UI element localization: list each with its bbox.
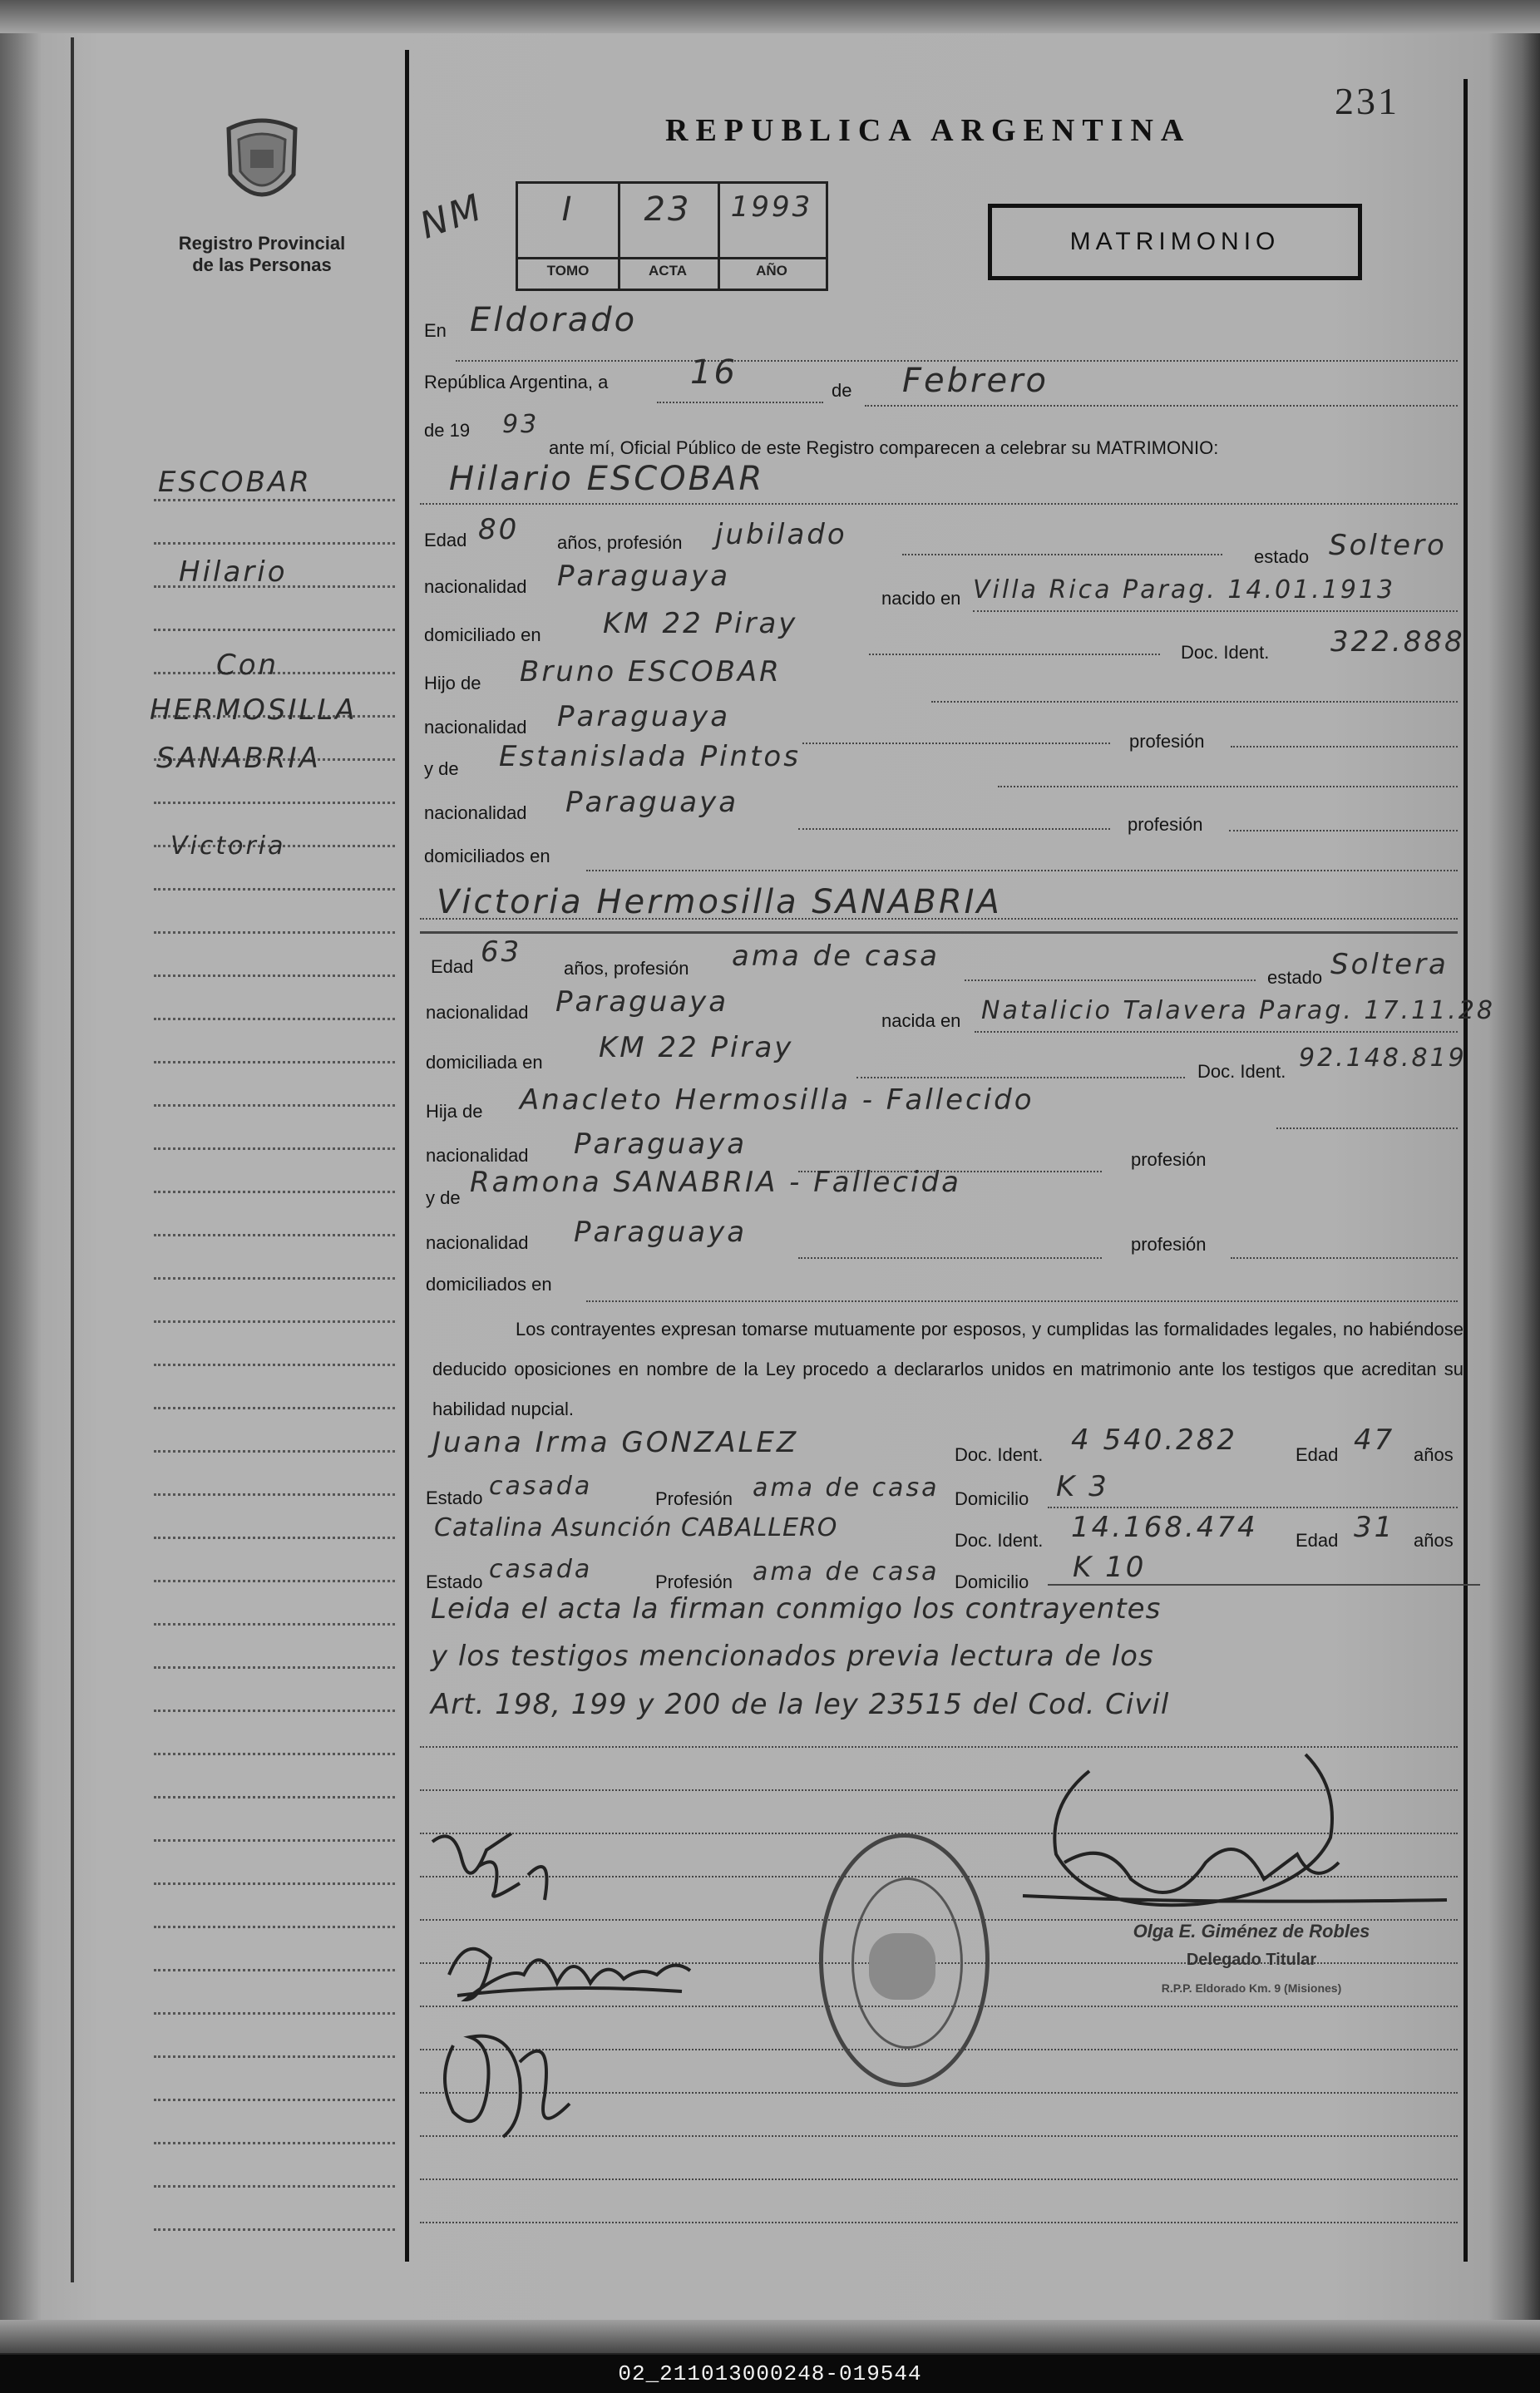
footer-id: 02_211013000248-019544	[0, 2355, 1540, 2393]
bride-birth: Natalicio Talavera Parag. 17.11.28	[981, 996, 1496, 1025]
witness-2-anos-label: años	[1414, 1530, 1454, 1551]
bride-parents-dom-label: domiciliados en	[426, 1274, 552, 1295]
signature-witness-2	[428, 2012, 595, 2149]
witness-1-edad-label: Edad	[1296, 1444, 1339, 1465]
margin-rule	[154, 2012, 395, 2015]
official-stamp	[1114, 1921, 1389, 1995]
groom-father: Bruno ESCOBAR	[520, 655, 782, 688]
bride-doc-label: Doc. Ident.	[1197, 1061, 1286, 1082]
margin-rule	[154, 888, 395, 891]
bride-yde-label: y de	[426, 1187, 461, 1208]
rule-groom-parents-dom	[586, 870, 1458, 871]
main-left-border	[405, 50, 409, 2262]
bride-estado-label: estado	[1267, 967, 1323, 988]
bride-nacionalidad-label: nacionalidad	[426, 1002, 529, 1023]
acta-label: ACTA	[618, 257, 718, 285]
bride-hija-label: Hija de	[426, 1101, 483, 1122]
intro-text: ante mí, Oficial Público de este Registro comparecen a celebrar su MATRIMONIO:	[549, 437, 1219, 458]
groom-mother-nat-label: nacionalidad	[424, 802, 527, 823]
witness-1-domicile: K 3	[1056, 1470, 1109, 1503]
witness-1-estado: casada	[489, 1472, 593, 1501]
margin-rule	[154, 2099, 395, 2101]
official-role: Delegado Titular	[1186, 1951, 1317, 1969]
margin-surname-2: HERMOSILLA	[150, 693, 358, 727]
groom-domiciliado-label: domiciliado en	[424, 624, 541, 645]
signature-witness-1	[432, 1925, 698, 2016]
bride-mother-nationality: Paraguaya	[574, 1216, 748, 1249]
rule-bride-birth	[975, 1031, 1458, 1033]
bride-residence: KM 22 Piray	[599, 1031, 794, 1064]
margin-rule	[154, 1580, 395, 1582]
bride-domiciliada-label: domiciliada en	[426, 1052, 543, 1073]
ano-value: 1993	[730, 190, 813, 224]
margin-rule	[154, 1623, 395, 1626]
record-id-box	[516, 181, 828, 291]
margin-rule	[154, 1796, 395, 1798]
rule-groom-father	[931, 701, 1458, 703]
bride-profesion-label: años, profesión	[564, 958, 689, 979]
registry-header	[158, 233, 366, 276]
signature-groom	[420, 1817, 586, 1908]
witness-1-anos-label: años	[1414, 1444, 1454, 1465]
bride-father-nationality: Paraguaya	[574, 1127, 748, 1161]
groom-father-prof-label: profesión	[1129, 731, 1205, 752]
rule-bride-name	[420, 931, 1458, 934]
tomo-cell	[518, 184, 620, 289]
margin-firstname: Hilario	[179, 555, 288, 589]
rule-day	[657, 402, 823, 403]
rule-groom-birth	[973, 610, 1458, 612]
margin-rule	[154, 2055, 395, 2058]
margin-rule	[154, 1061, 395, 1063]
de-label: de	[832, 380, 852, 401]
signature-official	[990, 1713, 1455, 1933]
body-rule	[420, 2222, 1458, 2223]
declaration-text: Los contrayentes expresan tomarse mutuamente por esposos, y cumplidas las formalidades legales, no habiéndose deducido oposiciones en nombre de la Ley procedo a declararlos unidos en matrimonio ante los testigos que acreditan su habilidad nupcial.	[432, 1319, 1463, 1419]
margin-rule	[154, 1710, 395, 1712]
witness-1-name: Juana Irma GONZALEZ	[432, 1426, 799, 1459]
margin-rule	[154, 2185, 395, 2188]
witness-2-age: 31	[1354, 1511, 1395, 1544]
groom-profesion-label: años, profesión	[557, 532, 683, 553]
witness-1-doc: 4 540.282	[1071, 1423, 1238, 1457]
rule-groom-name	[420, 503, 1458, 505]
rule-groom-mother-nat	[798, 828, 1110, 830]
seal-crest-icon	[869, 1933, 935, 2000]
bride-nacida-label: nacida en	[881, 1010, 961, 1031]
rule-witness-1-dom	[1048, 1507, 1458, 1508]
margin-rule	[154, 1493, 395, 1496]
bride-edad-label: Edad	[431, 956, 474, 977]
rule-bride-father	[1276, 1127, 1458, 1129]
groom-residence: KM 22 Piray	[603, 607, 798, 640]
groom-birth: Villa Rica Parag. 14.01.1913	[973, 575, 1396, 604]
groom-mother: Estanislada Pintos	[499, 740, 801, 773]
closing-note-line-1: Leida el acta la firman conmigo los contrayentes	[431, 1592, 1162, 1626]
official-name: Olga E. Giménez de Robles	[1133, 1921, 1370, 1942]
body-rule	[420, 2178, 1458, 2180]
witness-1-domicilio-label: Domicilio	[955, 1488, 1029, 1509]
official-seal	[819, 1833, 990, 2087]
witness-1-profession: ama de casa	[753, 1473, 940, 1502]
rule-bride-dom	[856, 1077, 1185, 1078]
margin-rule	[154, 1104, 395, 1107]
margin-firstname-2: Victoria	[170, 831, 286, 861]
ano-label: AÑO	[718, 257, 826, 285]
groom-father-nationality: Paraguaya	[557, 700, 731, 733]
groom-edad-label: Edad	[424, 530, 467, 550]
groom-nationality: Paraguaya	[557, 560, 731, 593]
folio-number: 231	[1335, 80, 1399, 122]
tomo-label: TOMO	[518, 257, 618, 285]
ano-cell	[718, 184, 826, 289]
rule-month	[865, 405, 1458, 407]
rule-bride-mother-prof	[1231, 1257, 1458, 1259]
official-office: R.P.P. Eldorado Km. 9 (Misiones)	[1161, 1981, 1342, 1995]
rule-witness-2-dom	[1048, 1584, 1480, 1586]
witness-1-age: 47	[1354, 1423, 1395, 1457]
witness-2-doc: 14.168.474	[1071, 1511, 1258, 1544]
margin-rule	[154, 2142, 395, 2144]
groom-age: 80	[478, 513, 520, 546]
day-value: 16	[690, 353, 738, 392]
rule-groom-prof	[902, 554, 1222, 555]
witness-2-domicilio-label: Domicilio	[955, 1571, 1029, 1592]
rule-groom-father-nat	[802, 743, 1110, 744]
rule-bride-prof	[965, 979, 1256, 981]
margin-rule	[154, 931, 395, 934]
rule-groom-dom	[869, 654, 1160, 655]
margin-rule	[154, 1407, 395, 1409]
margin-rule	[154, 2228, 395, 2231]
margin-rule	[154, 1839, 395, 1842]
margin-rule	[154, 542, 395, 545]
groom-father-nat-label: nacionalidad	[424, 717, 527, 738]
margin-rule	[154, 1882, 395, 1885]
bride-marital-status: Soltera	[1330, 948, 1449, 981]
margin-con: Con	[216, 649, 279, 682]
margin-rule	[154, 499, 395, 501]
margin-rule	[154, 1147, 395, 1150]
bride-name: Victoria Hermosilla SANABRIA	[437, 883, 1002, 921]
witness-1-profesion-label: Profesión	[655, 1488, 733, 1509]
year-prefix: de 19	[424, 420, 471, 441]
margin-rule	[154, 1537, 395, 1539]
place-value: Eldorado	[470, 301, 638, 339]
groom-mother-nationality: Paraguaya	[565, 786, 739, 819]
bride-mother-nat-label: nacionalidad	[426, 1232, 529, 1253]
page-top-edge	[0, 0, 1540, 33]
witness-2-profesion-label: Profesión	[655, 1571, 733, 1592]
record-type-box: MATRIMONIO	[988, 204, 1362, 280]
margin-rule	[154, 1753, 395, 1755]
closing-note-line-2: y los testigos mencionados previa lectura de los	[431, 1640, 1154, 1673]
margin-rule	[154, 1191, 395, 1193]
margin-rule	[154, 1926, 395, 1928]
groom-estado-label: estado	[1254, 546, 1310, 567]
margin-rule	[154, 1320, 395, 1323]
margin-rule	[154, 1450, 395, 1453]
bride-mother-prof-label: profesión	[1131, 1234, 1207, 1255]
bride-nationality: Paraguaya	[555, 985, 729, 1019]
margin-rule	[154, 802, 395, 804]
main-right-border	[1463, 79, 1468, 2262]
witness-1-doc-label: Doc. Ident.	[955, 1444, 1044, 1465]
groom-doc: 322.888	[1330, 625, 1465, 659]
groom-hijo-label: Hijo de	[424, 673, 481, 693]
bride-doc: 92.148.819	[1299, 1044, 1467, 1073]
witness-2-estado: casada	[489, 1555, 593, 1584]
rule-groom-father-prof	[1231, 746, 1458, 748]
bride-father-nat-label: nacionalidad	[426, 1145, 529, 1166]
groom-name: Hilario ESCOBAR	[449, 460, 765, 498]
rule-groom-mother-prof	[1229, 830, 1458, 831]
acta-value: 23	[644, 190, 692, 229]
bride-father: Anacleto Hermosilla - Fallecido	[520, 1083, 1034, 1117]
month-value: Febrero	[902, 362, 1049, 400]
rule-groom-mother	[998, 786, 1458, 787]
margin-rule	[154, 1666, 395, 1669]
tomo-value: I	[561, 190, 575, 229]
groom-yde-label: y de	[424, 758, 459, 779]
witness-2-domicile: K 10	[1073, 1551, 1147, 1584]
groom-parents-dom-label: domiciliados en	[424, 846, 550, 866]
rule-bride-mother-nat	[798, 1257, 1102, 1259]
groom-nacionalidad-label: nacionalidad	[424, 576, 527, 597]
bride-mother: Ramona SANABRIA - Fallecida	[470, 1166, 961, 1199]
witness-2-estado-label: Estado	[426, 1571, 483, 1592]
margin-rule	[154, 1277, 395, 1280]
page-bottom-edge	[0, 2320, 1540, 2353]
margin-rule	[154, 629, 395, 631]
witness-2-name: Catalina Asunción CABALLERO	[434, 1513, 838, 1542]
bride-profession: ama de casa	[732, 940, 940, 973]
witness-2-profession: ama de casa	[753, 1557, 940, 1586]
republica-label: República Argentina, a	[424, 372, 609, 392]
registry-line-2: de las Personas	[192, 254, 332, 275]
witness-1-estado-label: Estado	[426, 1488, 483, 1508]
margin-rule	[154, 1969, 395, 1971]
acta-cell	[618, 184, 720, 289]
bride-father-prof-label: profesión	[1131, 1149, 1207, 1170]
groom-mother-prof-label: profesión	[1128, 814, 1203, 835]
witness-2-edad-label: Edad	[1296, 1530, 1339, 1551]
page-title: REPUBLICA ARGENTINA	[665, 113, 1192, 148]
annotation-nm: NM	[414, 185, 490, 248]
left-margin-line	[71, 37, 74, 2282]
margin-surname: ESCOBAR	[158, 466, 312, 499]
rule-bride-parents-dom	[586, 1300, 1458, 1302]
margin-rule	[154, 1234, 395, 1236]
closing-note-line-3: Art. 198, 199 y 200 de la ley 23515 del Cod. Civil	[431, 1688, 1170, 1721]
en-label: En	[424, 320, 447, 341]
groom-nacido-label: nacido en	[881, 588, 961, 609]
margin-surname-3: SANABRIA	[156, 742, 321, 775]
margin-rule	[154, 1364, 395, 1366]
margin-rule	[154, 1018, 395, 1020]
witness-2-doc-label: Doc. Ident.	[955, 1530, 1044, 1551]
groom-doc-label: Doc. Ident.	[1181, 642, 1270, 663]
margin-rule	[154, 974, 395, 977]
groom-profession: jubilado	[715, 518, 847, 551]
year-suffix: 93	[502, 410, 540, 439]
crest-icon	[220, 116, 304, 216]
bride-age: 63	[481, 935, 522, 969]
groom-marital-status: Soltero	[1329, 529, 1447, 562]
registry-line-1: Registro Provincial	[178, 233, 346, 254]
